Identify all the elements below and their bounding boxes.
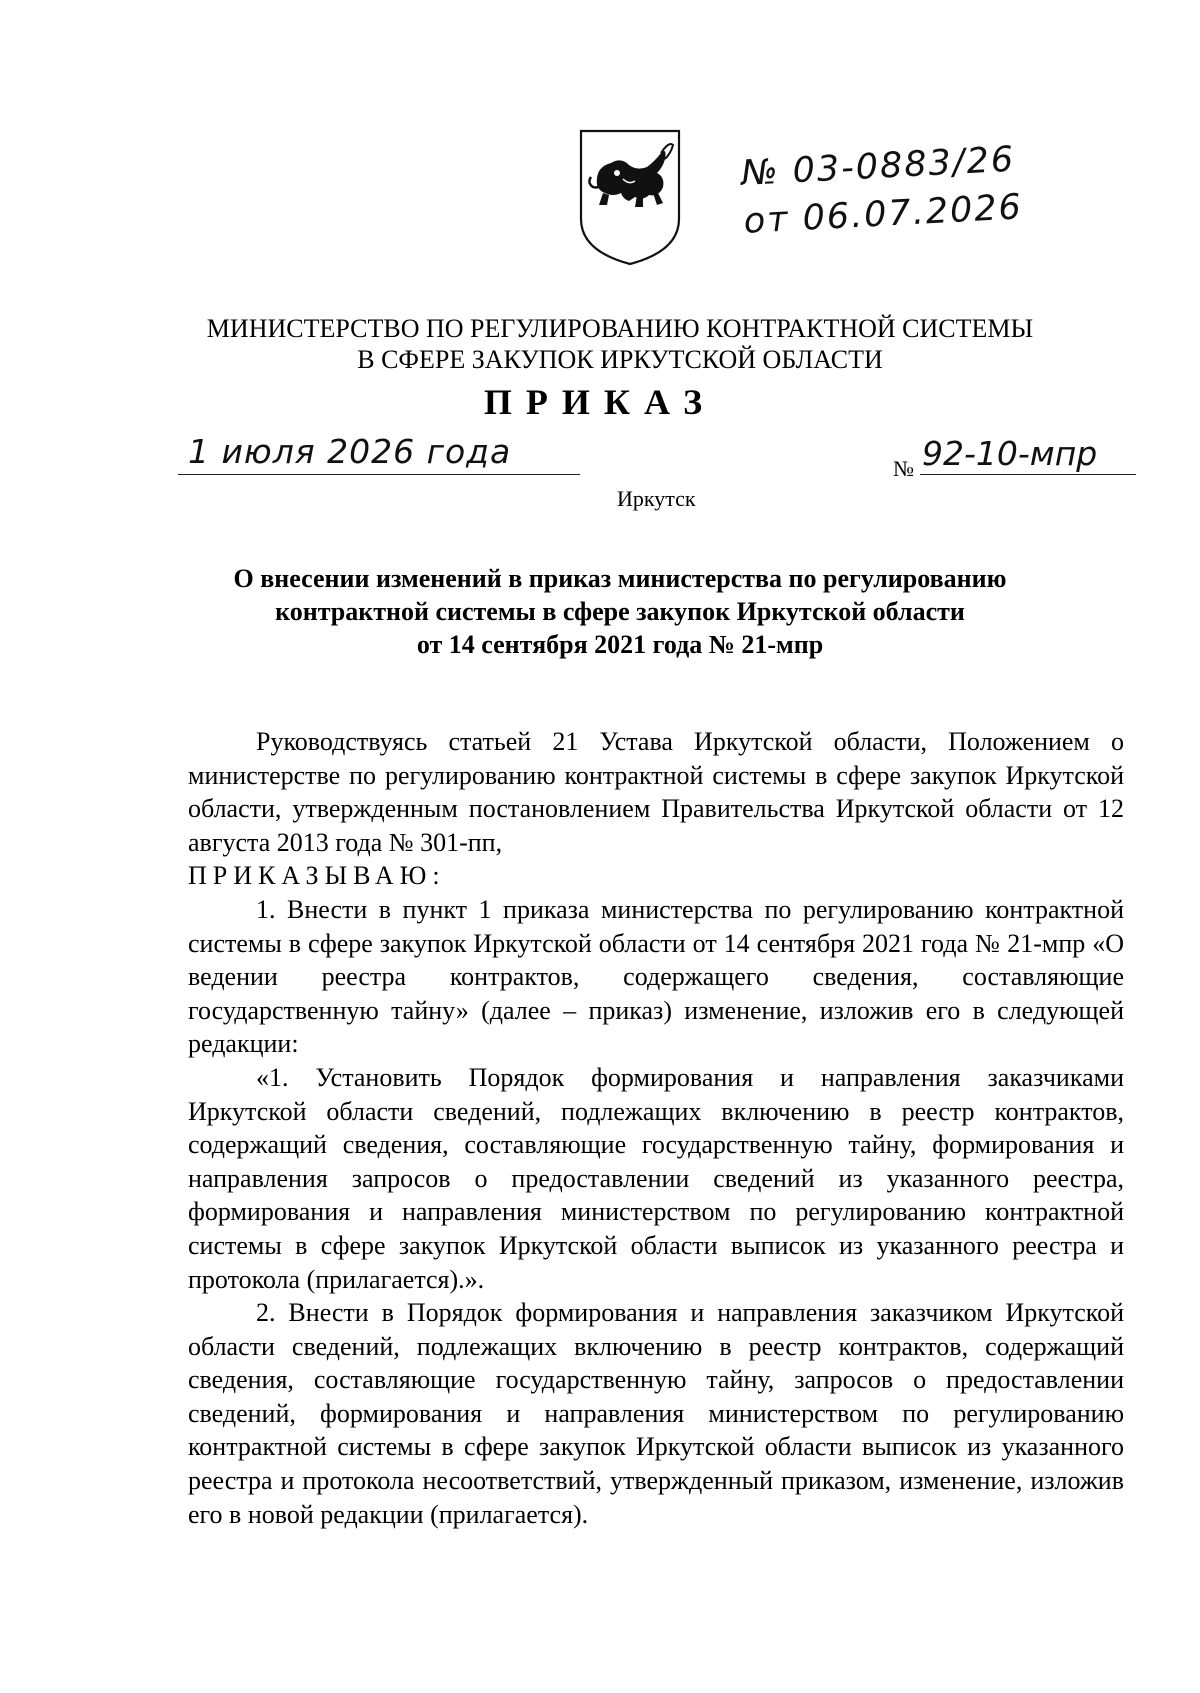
registration-date: от 06.07.2026 <box>742 187 1024 242</box>
ministry-header <box>0 313 1200 375</box>
registration-number: № 03-0883/26 <box>740 139 1017 194</box>
title-line-2: контрактной системы в сфере закупок Иркутской области <box>275 597 965 626</box>
paragraph-order-word: ПРИКАЗЫВАЮ: <box>188 861 446 891</box>
coat-of-arms-irkutsk-icon <box>577 127 683 267</box>
ministry-line-2: В СФЕРЕ ЗАКУПОК ИРКУТСКОЙ ОБЛАСТИ <box>357 345 883 374</box>
paragraph-preamble: Руководствуясь статьей 21 Устава Иркутской области, Положением о министерстве по регулированию контрактной системы в сфере закупок Иркутской области, утвержденным постановлением Правительства Иркутской области от 12 августа 2013 года № 301-пп, <box>188 727 1124 857</box>
document-title <box>180 562 1060 661</box>
ministry-line-1: МИНИСТЕРСТВО ПО РЕГУЛИРОВАНИЮ КОНТРАКТНОЙ СИСТЕМЫ <box>206 314 1034 343</box>
date-underline <box>178 474 580 475</box>
order-date-handwritten: 1 июля 2026 года <box>188 432 512 471</box>
title-line-1: О внесении изменений в приказ министерства по регулированию <box>233 564 1007 593</box>
paragraph-item-2: 2. Внести в Порядок формирования и направления заказчиком Иркутской области сведений, подлежащих включению в реестр контрактов, содержащий сведения, составляющие государственную тайну, запросов о предоставлении сведений, формирования и направления министерством по регулированию контрактной системы в сфере закупок Иркутской области выписок из указанного реестра и протокола несоответствий, утвержденный приказом, изменение, изложив его в новой редакции (прилагается). <box>188 1298 1124 1529</box>
order-number-handwritten: 92-10-мпр <box>922 434 1098 473</box>
document-type-heading: ПРИКАЗ <box>483 382 717 422</box>
city: Иркутск <box>617 486 696 511</box>
number-underline <box>920 474 1136 475</box>
paragraph-item-1-quote: «1. Установить Порядок формирования и направления заказчиками Иркутской области сведений, подлежащих включению в реестр контрактов, содержащий сведения, составляющие государственную тайну, формирования и направления запросов о предоставлении сведений из указанного реестра, формирования и направления министерством по регулированию контрактной системы в сфере закупок Иркутской области выписок из указанного реестра и протокола (прилагается).». <box>188 1062 1124 1294</box>
order-number-label: № <box>893 456 914 481</box>
paragraph-item-1: 1. Внести в пункт 1 приказа министерства по регулированию контрактной системы в сфере закупок Иркутской области от 14 сентября 2021 года № 21-мпр «О ведении реестра контрактов, содержащего сведения, составляющие государственную тайну» (далее – приказ) изменение, изложив его в следующей редакции: <box>188 894 1124 1059</box>
title-line-3: от 14 сентября 2021 года № 21-мпр <box>416 630 824 659</box>
document-body <box>188 725 1124 1531</box>
registration-stamp <box>740 135 1024 245</box>
